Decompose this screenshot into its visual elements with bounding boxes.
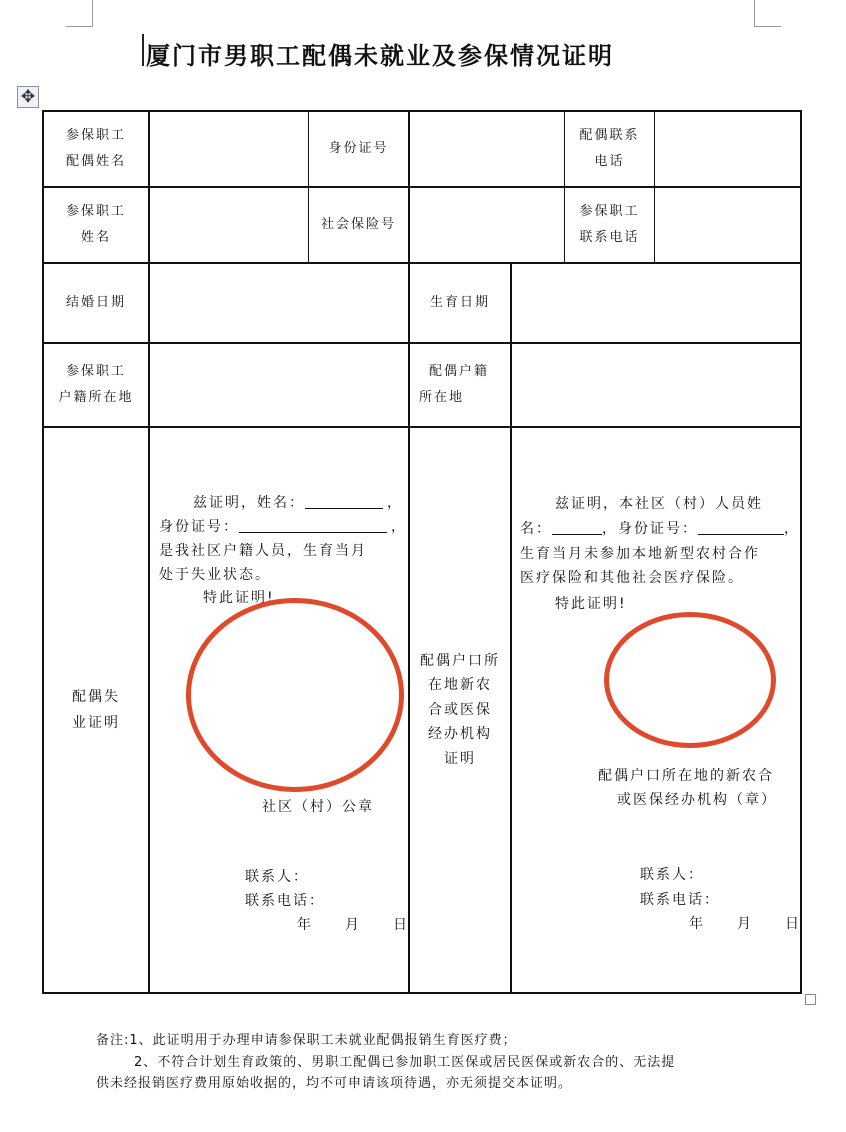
input-social-insurance-number[interactable] <box>410 188 564 262</box>
remark-2: 2、不符合计划生育政策的、男职工配偶已参加职工医保或居民医保或新农合的、无法提 <box>134 1054 676 1070</box>
left-contact-person: 联系人： <box>245 869 309 885</box>
input-id-number[interactable] <box>410 112 564 186</box>
remark-1: 备注:1、此证明用于办理申请参保职工未就业配偶报销生育医疗费； <box>96 1033 517 1048</box>
table-resize-handle[interactable] <box>805 994 816 1005</box>
label-id-number: 身份证号 <box>328 141 389 156</box>
right-contact-phone: 联系电话： <box>640 892 720 908</box>
page-title: 厦门市男职工配偶未就业及参保情况证明 <box>146 42 614 70</box>
input-worker-phone[interactable] <box>655 188 800 262</box>
left-contact-phone: 联系电话： <box>245 893 325 909</box>
agency-seal-label-line2: 或医保经办机构（章） <box>617 792 777 808</box>
right-id-blank[interactable] <box>698 520 784 535</box>
input-marriage-date[interactable] <box>150 264 408 342</box>
remark-2-continued: 供未经报销医疗费用原始收据的，均不可申请该项待遇，亦无须提交本证明。 <box>96 1076 573 1091</box>
left-date: 年 月 日 <box>297 917 409 933</box>
label-worker-name: 参保职工 姓名 <box>65 204 126 245</box>
input-spouse-name[interactable] <box>150 112 308 186</box>
community-seal-circle <box>186 598 404 792</box>
crop-mark-top-left <box>66 0 93 27</box>
label-worker-phone: 参保职工 联系电话 <box>579 204 640 245</box>
label-social-insurance-number: 社会保险号 <box>320 217 396 232</box>
text-cursor <box>142 34 144 66</box>
agency-seal-circle <box>604 612 776 748</box>
label-spouse-unemployment-cert: 配偶失 业证明 <box>72 689 120 731</box>
label-worker-registered-residence: 参保职工 户籍所在地 <box>58 364 134 405</box>
label-spouse-registered-residence: 配偶户籍 所在地 <box>419 364 490 405</box>
community-seal-label: 社区（村）公章 <box>262 799 374 815</box>
label-spouse-phone: 配偶联系 电话 <box>579 128 640 169</box>
label-spouse-name: 参保职工 配偶姓名 <box>65 128 126 169</box>
remarks <box>96 1030 675 1095</box>
input-spouse-registered-residence[interactable] <box>512 344 800 426</box>
input-spouse-phone[interactable] <box>655 112 800 186</box>
right-contact-person: 联系人： <box>640 867 704 883</box>
id-number-blank[interactable] <box>239 518 387 533</box>
input-birth-date[interactable] <box>512 264 800 342</box>
input-worker-registered-residence[interactable] <box>150 344 408 426</box>
name-blank[interactable] <box>305 494 383 509</box>
label-birth-date: 生育日期 <box>429 295 490 310</box>
move-cross-icon[interactable]: ✥ <box>17 86 39 108</box>
agency-seal-label-line1: 配偶户口所在地的新农合 <box>598 768 774 784</box>
label-marriage-date: 结婚日期 <box>65 295 126 310</box>
input-worker-name[interactable] <box>150 188 308 262</box>
right-date: 年 月 日 <box>689 916 801 932</box>
label-insurance-agency-cert: 配偶户口所 在地新农 合或医保 经办机构 证明 <box>420 652 500 767</box>
right-name-blank[interactable] <box>552 520 602 535</box>
crop-mark-top-right <box>754 0 781 27</box>
